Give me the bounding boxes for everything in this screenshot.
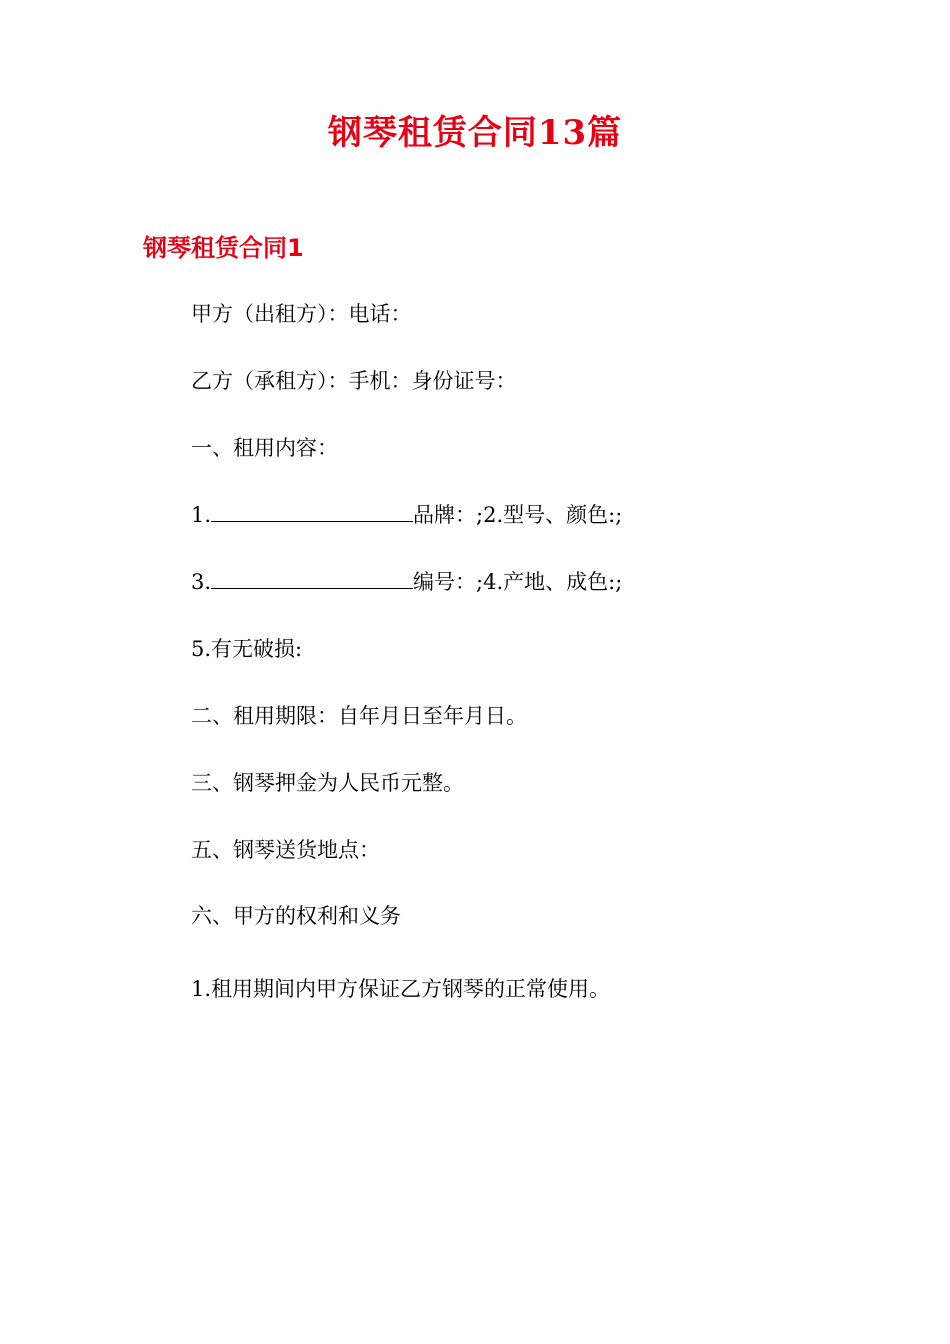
clause-5-line: 五、钢琴送货地点： xyxy=(191,838,380,862)
clause-1-heading: 一、租用内容： xyxy=(191,436,338,460)
clause-6-item-1: 1.租用期间内甲方保证乙方钢琴的正常使用。 xyxy=(191,977,611,1001)
item-3-suffix: 编号：;4.产地、成色:; xyxy=(413,570,623,594)
clause-2-line: 二、租用期限：自年月日至年月日。 xyxy=(191,704,527,728)
document-title: 钢琴租赁合同13篇 xyxy=(327,113,623,153)
clause-6-heading: 六、甲方的权利和义务 xyxy=(191,904,401,928)
item-5-line: 5.有无破损: xyxy=(191,637,303,661)
item-3-prefix: 3. xyxy=(191,570,212,594)
item-1-blank-field xyxy=(211,501,413,522)
item-3-line xyxy=(191,566,622,598)
section-title: 钢琴租赁合同1 xyxy=(143,234,304,262)
item-1-line xyxy=(191,499,622,531)
item-1-prefix: 1. xyxy=(191,503,212,527)
clause-3-line: 三、钢琴押金为人民币元整。 xyxy=(191,771,464,795)
item-1-suffix: 品牌：;2.型号、颜色:; xyxy=(413,503,623,527)
party-a-line: 甲方（出租方）：电话： xyxy=(191,302,412,326)
party-b-line: 乙方（承租方）：手机：身份证号： xyxy=(191,369,517,393)
item-3-blank-field xyxy=(211,568,413,589)
